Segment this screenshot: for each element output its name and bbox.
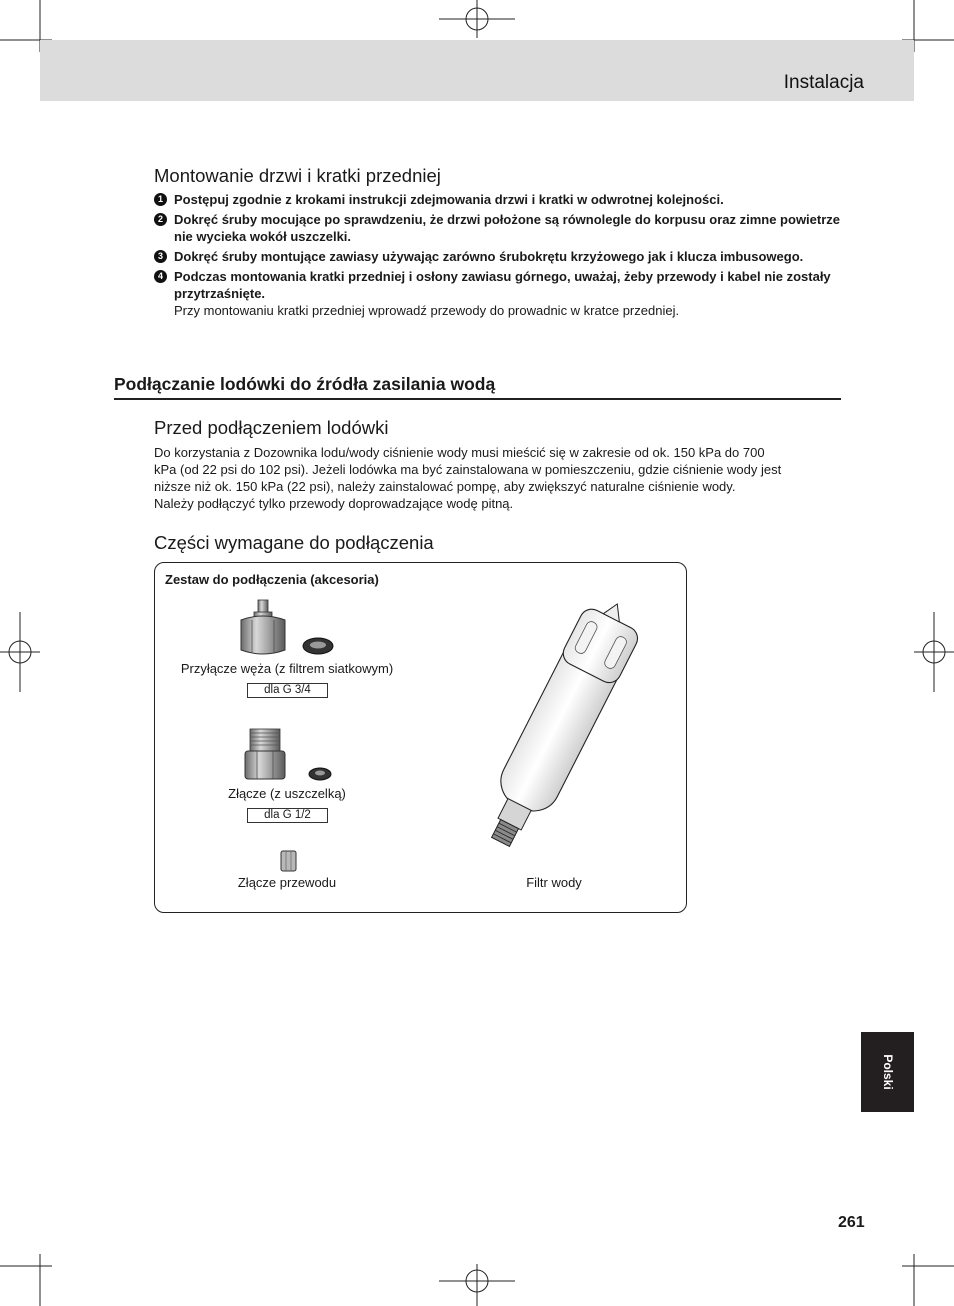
- paragraph-line: kPa (od 22 psi do 102 psi). Jeżeli lodówka ma być zainstalowana w pomieszczeniu, gdzie ciśnienie wody jest: [154, 462, 782, 477]
- water-section-heading: Podłączanie lodówki do źródła zasilania wodą: [114, 374, 496, 394]
- section-divider: [114, 398, 841, 400]
- page-title: Instalacja: [783, 72, 864, 93]
- paragraph-line: Należy podłączyć tylko przewody doprowadzające wodę pitną.: [154, 496, 514, 511]
- step-1: [154, 191, 854, 208]
- step-4: [154, 268, 854, 319]
- step-text: Podczas montowania kratki przedniej i osłony zawiasu górnego, uważaj, żeby przewody i kabel nie zostały przytrzaśnięte.: [174, 269, 831, 301]
- step-number: 3: [154, 250, 167, 263]
- step-note: Przy montowaniu kratki przedniej wprowadź przewody do prowadnic w kratce przedniej.: [174, 303, 680, 318]
- paragraph-line: niższe niż ok. 150 kPa (22 psi), należy zainstalować pompę, aby zwiększyć naturalne ciśnienie wody.: [154, 479, 736, 494]
- language-tab-label: Polski: [880, 1054, 895, 1090]
- connector-label: Złącze (z uszczelką): [228, 786, 346, 801]
- filter-label: Filtr wody: [526, 875, 582, 890]
- step-number: 2: [154, 213, 167, 226]
- water-filter-illustration: [455, 595, 655, 875]
- before-heading: Przed podłączeniem lodówki: [154, 417, 389, 438]
- connector-illustration: [240, 726, 336, 784]
- step-text: Postępuj zgodnie z krokami instrukcji zdejmowania drzwi i kratki w odwrotnej kolejności.: [174, 192, 724, 207]
- language-tab: [861, 1032, 914, 1112]
- page-number: 261: [838, 1214, 865, 1231]
- step-number: 1: [154, 193, 167, 206]
- step-3: [154, 248, 854, 265]
- pipe-connector-label: Złącze przewodu: [237, 875, 337, 890]
- step-2: [154, 211, 854, 245]
- parts-heading: Części wymagane do podłączenia: [154, 532, 434, 553]
- hose-connector-label: Przyłącze węża (z filtrem siatkowym): [180, 661, 394, 676]
- step-number: 4: [154, 270, 167, 283]
- doors-heading: Montowanie drzwi i kratki przedniej: [154, 165, 441, 186]
- connector-size: dla G 1/2: [247, 808, 328, 823]
- before-paragraph: [154, 444, 844, 512]
- hose-connector-size: dla G 3/4: [247, 683, 328, 698]
- paragraph-line: Do korzystania z Dozownika lodu/wody ciśnienie wody musi mieścić się w zakresie od ok. 150 kPa do 700: [154, 445, 765, 460]
- step-text: Dokręć śruby mocujące po sprawdzeniu, że drzwi położone są równolegle do korpusu oraz zimne powietrze nie wycieka wokół uszczelki.: [174, 212, 841, 244]
- pipe-connector-illustration: [278, 848, 300, 874]
- doors-steps: [154, 191, 854, 322]
- kit-title: Zestaw do podłączenia (akcesoria): [165, 572, 379, 587]
- hose-connector-illustration: [236, 598, 342, 660]
- step-text: Dokręć śruby montujące zawiasy używając zarówno śrubokrętu krzyżowego jak i klucza imbusowego.: [174, 249, 804, 264]
